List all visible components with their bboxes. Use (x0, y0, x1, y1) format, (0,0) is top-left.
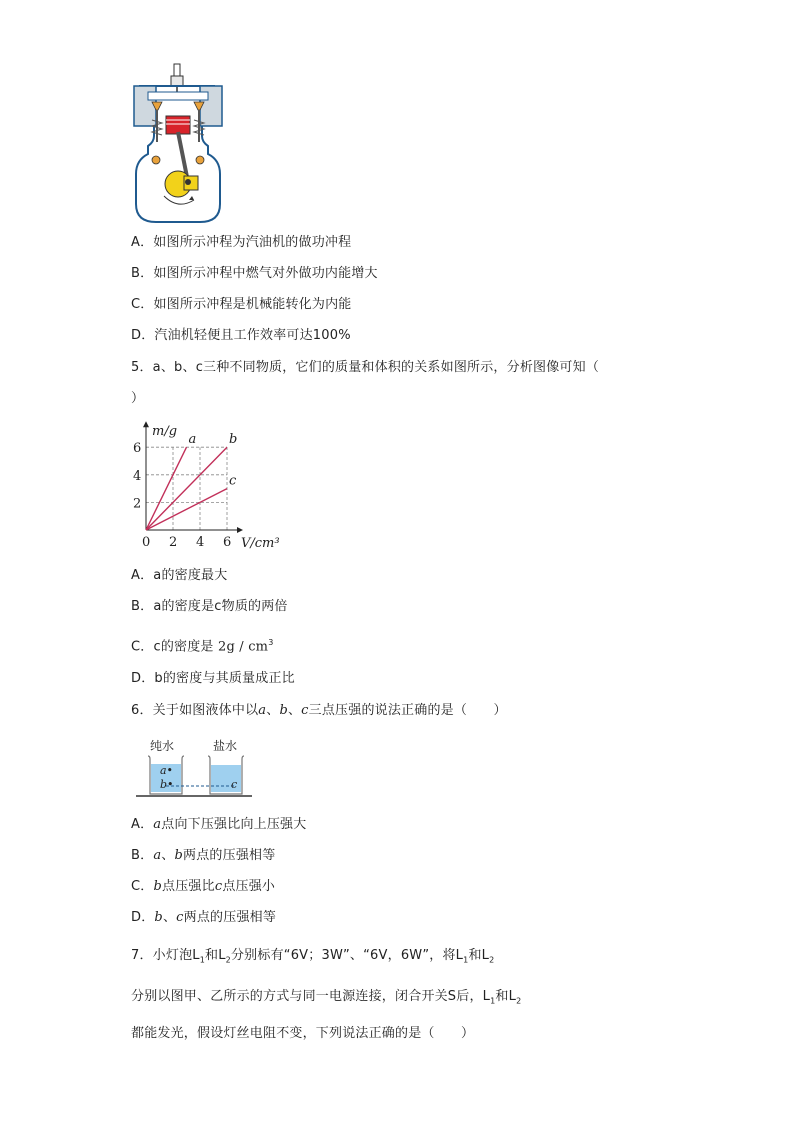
q6-stem-c: c (301, 703, 309, 718)
series-label-b: b (229, 432, 238, 448)
series-label-a: a (188, 432, 197, 448)
q7-l2-sub1: 1 (490, 996, 496, 1006)
q6-stem-suffix: 三点压强的说法正确的是（ ） (308, 703, 507, 718)
q7-l1-sub1: 1 (199, 955, 206, 965)
q5-option-c-value: 2g / cm (217, 639, 269, 655)
q7-l1-c: 分别标有“6V；3W”、“6V，6W”，将L (230, 948, 464, 963)
q6-a-post: 点向下压强比向上压强大 (161, 817, 307, 832)
point-b: b• (160, 778, 174, 791)
x-tick-label: 6 (223, 535, 232, 550)
q7-stem-line2 (131, 988, 521, 1011)
q6-b-v1: a (153, 848, 162, 863)
x-tick-label: 2 (169, 535, 178, 550)
q7-l2-a: 分别以图甲、乙所示的方式与同一电源连接，闭合开关S后，L (131, 989, 491, 1004)
q6-b-v2: b (174, 848, 184, 863)
q6-d-mid: 、 (162, 910, 177, 925)
label-pure-water: 纯水 (150, 739, 175, 753)
q7-l1-b: 和L (205, 948, 226, 963)
q4-option-d[interactable]: D．汽油机轻便且工作效率可达100% (131, 328, 351, 343)
mass-volume-chart (128, 418, 298, 558)
q7-l1-sub4: 2 (489, 955, 495, 965)
q7-l2-sub2: 2 (516, 996, 522, 1006)
series-line-c (146, 489, 227, 530)
q4-option-a[interactable]: A．如图所示冲程为汽油机的做功冲程 (131, 235, 352, 250)
q7-stem-line1 (131, 947, 494, 970)
q6-stem-sep2: 、 (287, 703, 302, 718)
x-tick-label: 4 (196, 535, 205, 550)
y-axis-label: m/g (152, 424, 178, 440)
series-line-b (146, 447, 227, 530)
q6-option-d[interactable] (131, 909, 276, 927)
q5-option-c-prefix: C．c的密度是 (131, 639, 214, 655)
series-line-a (146, 447, 187, 530)
x-tick-label: 0 (142, 535, 151, 550)
beakers-diagram (134, 752, 254, 802)
y-tick-label: 2 (133, 496, 142, 512)
q7-l2-b: 和L (495, 989, 517, 1004)
y-tick-label: 6 (133, 441, 142, 457)
y-tick-label: 4 (133, 468, 142, 484)
point-a: a• (160, 764, 174, 777)
q6-a-pre: A． (131, 817, 154, 832)
q7-l1-d: 和L (468, 948, 490, 963)
x-axis-arrow (237, 527, 243, 533)
q4-option-c[interactable]: C．如图所示冲程是机械能转化为内能 (131, 297, 352, 312)
q6-b-pre: B． (131, 848, 154, 863)
q6-stem-prefix: 6．关于如图液体中以 (131, 703, 259, 718)
q5-option-c-sup: 3 (268, 638, 274, 647)
q6-c-mid: 点压强比 (162, 879, 215, 894)
y-axis-arrow (143, 421, 149, 427)
q6-b-mid: 、 (161, 848, 175, 863)
point-c: c (231, 778, 238, 791)
series-label-c: c (229, 473, 237, 489)
q6-stem-b: b (279, 703, 288, 718)
q5-option-a[interactable]: A．a的密度最大 (131, 568, 228, 583)
q6-option-c[interactable] (131, 878, 275, 896)
q6-option-a[interactable] (131, 816, 306, 834)
engine-diagram (128, 64, 228, 226)
q6-c-v1: b (153, 879, 163, 894)
q6-c-post: 点压强小 (222, 879, 276, 894)
label-salt-water: 盐水 (213, 739, 238, 753)
q6-c-pre: C． (131, 879, 154, 894)
q6-option-b[interactable] (131, 847, 275, 865)
q5-option-d[interactable]: D．b的密度与其质量成正比 (131, 671, 295, 686)
q7-l1-sub3: 1 (463, 955, 469, 965)
q4-option-b[interactable]: B．如图所示冲程中燃气对外做功内能增大 (131, 266, 378, 281)
q6-a-v: a (153, 817, 162, 832)
q6-d-post: 两点的压强相等 (183, 910, 277, 925)
q5-option-c[interactable] (131, 634, 274, 656)
q7-l1-sub2: 2 (225, 955, 231, 965)
q7-l1-a: 7．小灯泡L (131, 948, 200, 963)
q6-stem-sep1: 、 (266, 703, 280, 718)
q6-d-pre: D． (131, 910, 155, 925)
q6-c-v2: c (214, 879, 223, 894)
q5-stem-close: ） (131, 391, 145, 406)
q6-stem-a: a (258, 703, 267, 718)
x-axis-label: V/cm³ (241, 536, 280, 551)
q6-b-post: 两点的压强相等 (183, 848, 276, 863)
q7-stem-line3: 都能发光，假设灯丝电阻不变，下列说法正确的是（ ） (131, 1026, 475, 1041)
q6-d-v1: b (154, 910, 163, 925)
q6-d-v2: c (176, 910, 184, 925)
q5-option-b[interactable]: B．a的密度是c物质的两倍 (131, 599, 288, 614)
q6-stem (131, 702, 507, 720)
q5-stem: 5．a、b、c三种不同物质，它们的质量和体积的关系如图所示，分析图像可知（ (131, 360, 600, 375)
